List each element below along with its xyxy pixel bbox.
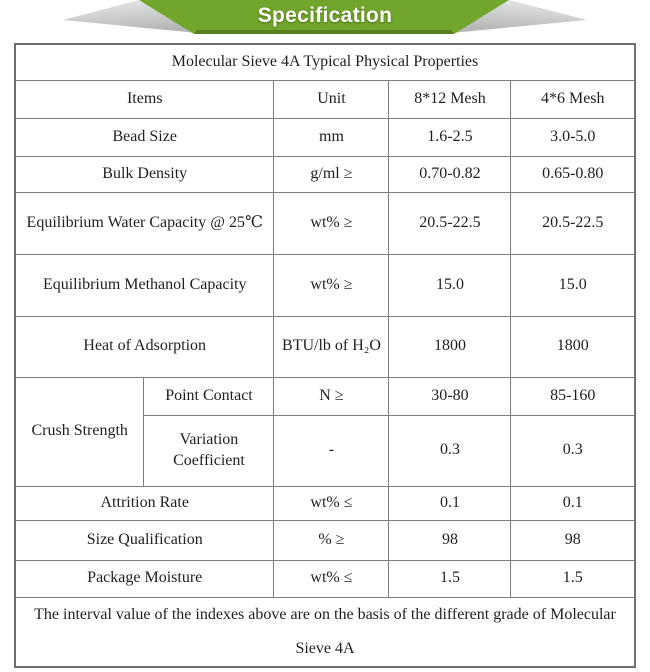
spec-table (14, 43, 636, 668)
value-cell: 20.5-22.5 (389, 192, 511, 254)
footnote (15, 597, 635, 667)
value-cell: 1800 (511, 316, 635, 377)
unit-cell: wt% ≥ (274, 254, 389, 316)
value-cell: 15.0 (511, 254, 635, 316)
item-cell: Equilibrium Water Capacity @ 25℃ (15, 192, 274, 254)
spec-row (15, 192, 635, 254)
value-cell: 0.3 (511, 415, 635, 486)
value-cell: 1.5 (511, 560, 635, 597)
item-cell: Heat of Adsorption (15, 316, 274, 377)
value-cell: 0.65-0.80 (511, 156, 635, 192)
unit-cell: % ≥ (274, 520, 389, 560)
title-row (15, 44, 635, 80)
unit-cell: N ≥ (274, 377, 389, 415)
group-cell: Crush Strength (15, 377, 144, 486)
column-header-items: Items (15, 80, 274, 118)
value-cell: 0.1 (389, 486, 511, 520)
value-cell: 0.1 (511, 486, 635, 520)
spec-row (15, 560, 635, 597)
column-header-unit: Unit (274, 80, 389, 118)
value-cell: 1800 (389, 316, 511, 377)
value-cell: 20.5-22.5 (511, 192, 635, 254)
table-title: Molecular Sieve 4A Typical Physical Properties (15, 44, 635, 80)
unit-cell: wt% ≤ (274, 486, 389, 520)
item-cell: Bead Size (15, 118, 274, 156)
value-cell: 0.3 (389, 415, 511, 486)
footnote-line-1: The interval value of the indexes above are on the basis of the different grade of Molecular (34, 605, 616, 623)
column-header-8-12-mesh: 8*12 Mesh (389, 80, 511, 118)
specification-banner (0, 0, 650, 40)
ribbon-body-shade (194, 30, 454, 34)
banner-title: Specification (257, 4, 393, 27)
spec-row (15, 377, 635, 415)
spec-row (15, 520, 635, 560)
value-cell: 3.0-5.0 (511, 118, 635, 156)
value-cell: 1.5 (389, 560, 511, 597)
value-cell: 0.70-0.82 (389, 156, 511, 192)
unit-cell: g/ml ≥ (274, 156, 389, 192)
value-cell: 85-160 (511, 377, 635, 415)
spec-row (15, 316, 635, 377)
item-cell: Package Moisture (15, 560, 274, 597)
footnote-line-2: Sieve 4A (295, 639, 355, 657)
unit-cell: BTU/lb of H₂O (274, 316, 389, 377)
unit-cell: - (274, 415, 389, 486)
spec-row (15, 486, 635, 520)
spec-row (15, 156, 635, 192)
item-cell: Point Contact (144, 377, 274, 415)
spec-row (15, 118, 635, 156)
header-row (15, 80, 635, 118)
value-cell: 30-80 (389, 377, 511, 415)
unit-cell: wt% ≥ (274, 192, 389, 254)
item-cell: Bulk Density (15, 156, 274, 192)
value-cell: 98 (389, 520, 511, 560)
value-cell: 15.0 (389, 254, 511, 316)
note-row (15, 597, 635, 667)
spec-row (15, 254, 635, 316)
unit-cell: mm (274, 118, 389, 156)
value-cell: 1.6-2.5 (389, 118, 511, 156)
value-cell: 98 (511, 520, 635, 560)
item-cell: Variation Coefficient (144, 415, 274, 486)
unit-cell: wt% ≤ (274, 560, 389, 597)
column-header-4-6-mesh: 4*6 Mesh (511, 80, 635, 118)
item-cell: Equilibrium Methanol Capacity (15, 254, 274, 316)
item-cell: Size Qualification (15, 520, 274, 560)
item-cell: Attrition Rate (15, 486, 274, 520)
